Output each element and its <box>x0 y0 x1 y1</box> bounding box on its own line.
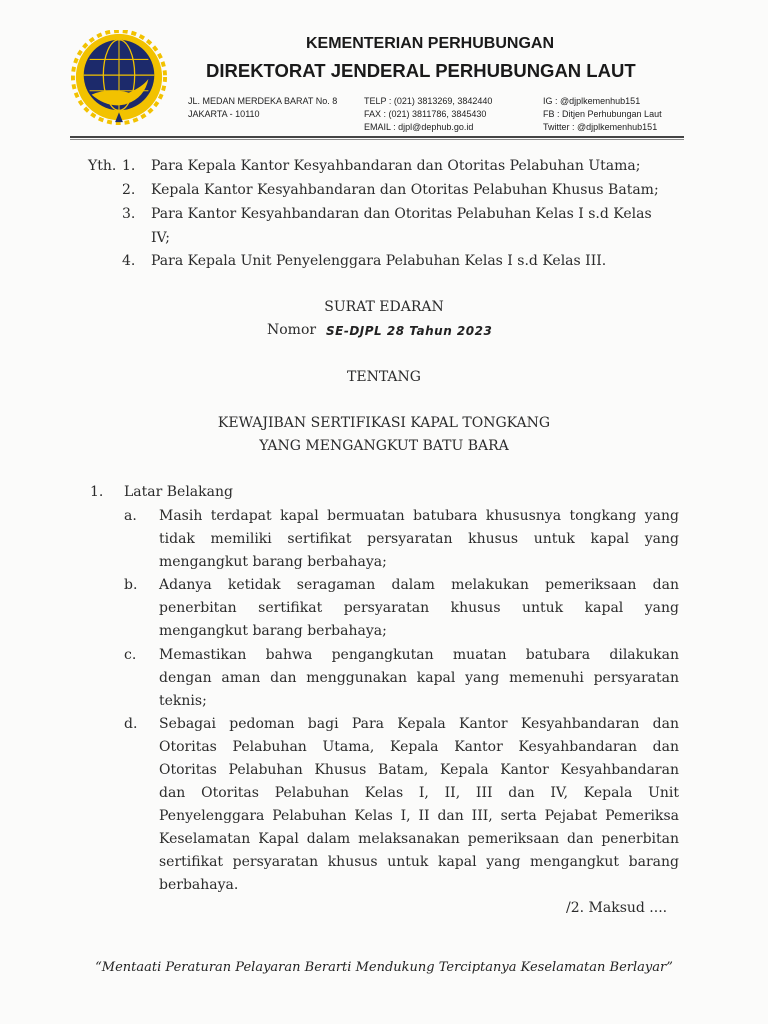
ministry-logo-emblem <box>70 30 168 128</box>
paragraph-line: berbahaya. <box>159 877 239 893</box>
paragraph-line: Memastikan bahwa pengangkutan muatan batubara dilakukan <box>159 647 679 663</box>
item-label: d. <box>124 716 138 732</box>
twitter: Twitter : @djplkemenhub151 <box>543 122 658 132</box>
recipient-text: Para Kepala Kantor Kesyahbandaran dan Otoritas Pelabuhan Utama; <box>151 158 641 174</box>
recipient-number: 4. <box>122 253 136 269</box>
paragraph-line: sertifikat persyaratan khusus untuk kapal yang mengangkut barang <box>159 854 679 870</box>
instagram: IG : @djplkemenhub151 <box>543 96 641 106</box>
paragraph-line: penerbitan sertifikat persyaratan khusus untuk kapal yang <box>159 600 679 616</box>
recipient-text: Para Kepala Unit Penyelenggara Pelabuhan Kelas I s.d Kelas III. <box>151 253 607 269</box>
footer-motto: “Mentaati Peraturan Pelayaran Berarti Mendukung Terciptanya Keselamatan Berlayar” <box>95 960 673 975</box>
address-block <box>188 95 337 121</box>
section-number: 1. <box>90 484 104 500</box>
recipient-number: 1. <box>122 158 136 174</box>
section-heading: Latar Belakang <box>124 484 233 500</box>
fax: FAX : (021) 3811786, 3845430 <box>364 109 487 119</box>
paragraph-line: teknis; <box>159 693 207 709</box>
directorate-name: DIREKTORAT JENDERAL PERHUBUNGAN LAUT <box>206 60 636 81</box>
paragraph-line: Penyelenggara Pelabuhan Kelas I, II dan III, serta Pejabat Pemeriksa <box>159 808 679 824</box>
recipient-number: 2. <box>122 182 136 198</box>
recipient-number: 3. <box>122 206 136 222</box>
paragraph-line: dan Otoritas Pelabuhan Kelas I, II, III dan IV, Kepala Unit <box>159 785 679 801</box>
address-line: JAKARTA - 10110 <box>188 109 260 119</box>
item-label: a. <box>124 508 137 524</box>
paragraph-line: tidak memiliki sertifikat persyaratan khusus untuk kapal yang <box>159 531 679 547</box>
paragraph-line: Keselamatan Kapal dalam melaksanakan pemeriksaan dan penerbitan <box>159 831 679 847</box>
recipient-text: Kepala Kantor Kesyahbandaran dan Otoritas Pelabuhan Khusus Batam; <box>151 182 659 198</box>
paragraph-line: Adanya ketidak seragaman dalam melakukan pemeriksaan dan <box>159 577 679 593</box>
letterhead-divider-thin <box>70 139 684 140</box>
telephone: TELP : (021) 3813269, 3842440 <box>364 96 493 106</box>
paragraph-line: Otoritas Pelabuhan Khusus Batam, Kepala Kantor Kesyahbandaran <box>159 762 679 778</box>
paragraph-line: Sebagai pedoman bagi Para Kepala Kantor Kesyahbandaran dan <box>159 716 679 732</box>
recipient-text-continued: IV; <box>151 230 170 246</box>
address-line: JL. MEDAN MERDEKA BARAT No. 8 <box>188 96 338 106</box>
facebook: FB : Ditjen Perhubungan Laut <box>543 109 662 119</box>
paragraph-line: mengangkut barang berbahaya; <box>159 623 387 639</box>
paragraph-line: Masih terdapat kapal bermuatan batubara khususnya tongkang yang <box>159 508 679 524</box>
paragraph-line: dengan aman dan menggunakan kapal yang memenuhi persyaratan <box>159 670 679 686</box>
about-label: TENTANG <box>347 369 421 385</box>
page-continuation: /2. Maksud .... <box>566 900 668 916</box>
number-label: Nomor <box>267 322 317 338</box>
item-label: c. <box>124 647 137 663</box>
paragraph-line: Otoritas Pelabuhan Utama, Kepala Kantor Kesyahbandaran dan <box>159 739 679 755</box>
number-value-handwritten: SE-DJPL 28 Tahun 2023 <box>326 324 493 338</box>
item-label: b. <box>124 577 138 593</box>
subject-line: KEWAJIBAN SERTIFIKASI KAPAL TONGKANG <box>217 415 551 431</box>
recipients-prefix: Yth. <box>88 158 117 174</box>
letterhead-divider <box>70 136 684 138</box>
ministry-name: KEMENTERIAN PERHUBUNGAN <box>306 35 555 52</box>
paragraph-line: mengangkut barang berbahaya; <box>159 554 387 570</box>
circular-title: SURAT EDARAN <box>324 299 444 315</box>
social-block <box>543 95 662 134</box>
phone-block <box>364 95 492 134</box>
subject-line: YANG MENGANGKUT BATU BARA <box>259 438 509 454</box>
email: EMAIL : djpl@dephub.go.id <box>364 122 474 132</box>
recipient-text: Para Kantor Kesyahbandaran dan Otoritas Pelabuhan Kelas I s.d Kelas <box>151 206 652 222</box>
